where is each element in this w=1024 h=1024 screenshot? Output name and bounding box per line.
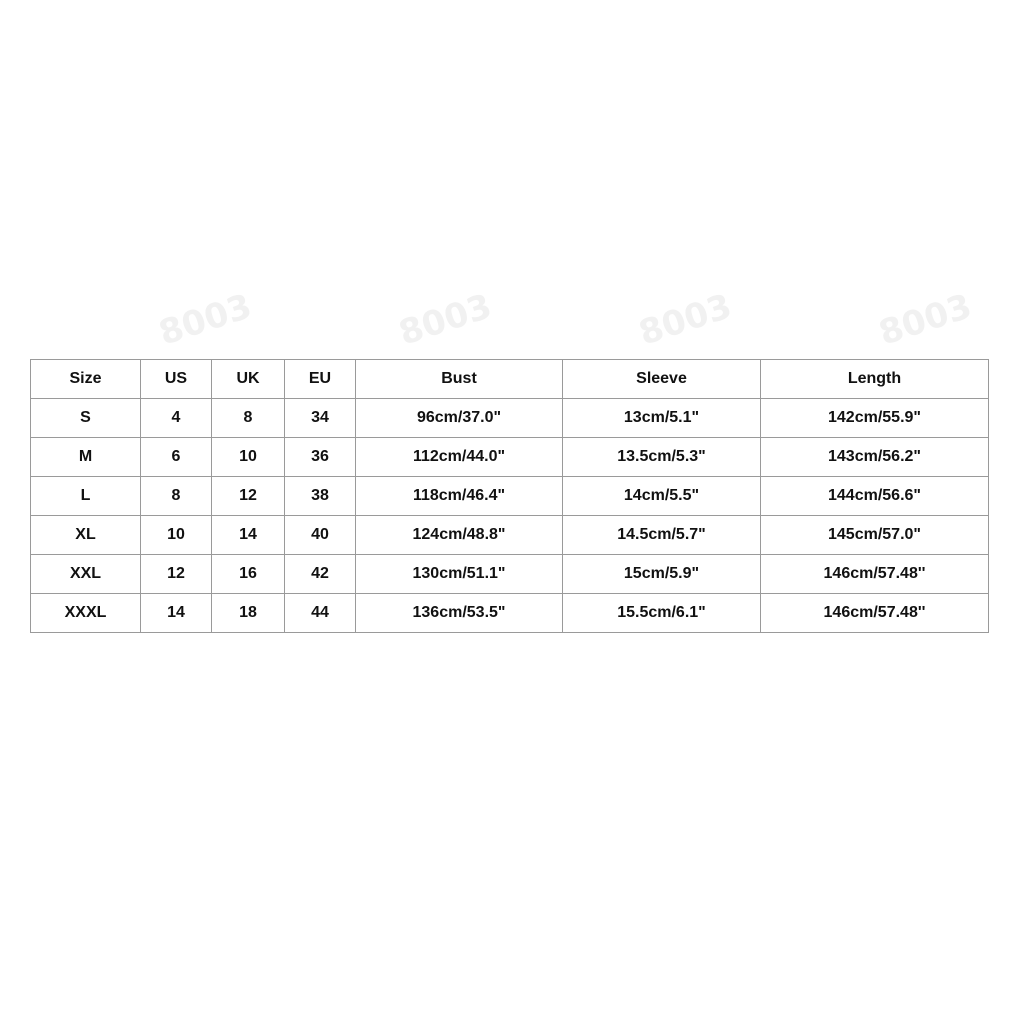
- cell-length: 143cm/56.2": [761, 438, 989, 477]
- cell-sleeve: 13.5cm/5.3": [563, 438, 761, 477]
- cell-sleeve: 15.5cm/6.1": [563, 594, 761, 633]
- table-row: [31, 594, 989, 633]
- cell-size: XXL: [31, 555, 141, 594]
- cell-uk: 10: [212, 438, 285, 477]
- cell-eu: 42: [285, 555, 356, 594]
- cell-us: 8: [141, 477, 212, 516]
- cell-eu: 34: [285, 399, 356, 438]
- cell-length: 144cm/56.6": [761, 477, 989, 516]
- table-row: [31, 477, 989, 516]
- cell-bust: 96cm/37.0": [356, 399, 563, 438]
- size-chart: [30, 359, 988, 633]
- cell-uk: 14: [212, 516, 285, 555]
- cell-sleeve: 14cm/5.5": [563, 477, 761, 516]
- watermark: 8003: [634, 286, 737, 354]
- cell-uk: 8: [212, 399, 285, 438]
- cell-size: S: [31, 399, 141, 438]
- cell-bust: 130cm/51.1": [356, 555, 563, 594]
- cell-length: 145cm/57.0": [761, 516, 989, 555]
- column-header-uk: UK: [212, 360, 285, 399]
- cell-bust: 124cm/48.8": [356, 516, 563, 555]
- cell-size: XL: [31, 516, 141, 555]
- watermark: 8003: [154, 286, 257, 354]
- cell-uk: 12: [212, 477, 285, 516]
- column-header-size: Size: [31, 360, 141, 399]
- column-header-bust: Bust: [356, 360, 563, 399]
- cell-us: 14: [141, 594, 212, 633]
- cell-size: M: [31, 438, 141, 477]
- cell-us: 6: [141, 438, 212, 477]
- table-row: [31, 516, 989, 555]
- cell-uk: 18: [212, 594, 285, 633]
- cell-us: 10: [141, 516, 212, 555]
- table-row: [31, 399, 989, 438]
- cell-eu: 36: [285, 438, 356, 477]
- cell-us: 12: [141, 555, 212, 594]
- table-row: [31, 438, 989, 477]
- cell-length: 146cm/57.48'': [761, 594, 989, 633]
- cell-sleeve: 14.5cm/5.7": [563, 516, 761, 555]
- cell-uk: 16: [212, 555, 285, 594]
- cell-length: 142cm/55.9": [761, 399, 989, 438]
- column-header-sleeve: Sleeve: [563, 360, 761, 399]
- column-header-eu: EU: [285, 360, 356, 399]
- cell-length: 146cm/57.48'': [761, 555, 989, 594]
- cell-eu: 38: [285, 477, 356, 516]
- table-row: [31, 555, 989, 594]
- cell-us: 4: [141, 399, 212, 438]
- cell-sleeve: 13cm/5.1": [563, 399, 761, 438]
- cell-size: L: [31, 477, 141, 516]
- watermark: 8003: [874, 286, 977, 354]
- cell-eu: 44: [285, 594, 356, 633]
- column-header-us: US: [141, 360, 212, 399]
- cell-sleeve: 15cm/5.9": [563, 555, 761, 594]
- cell-size: XXXL: [31, 594, 141, 633]
- watermark: 8003: [394, 286, 497, 354]
- cell-bust: 118cm/46.4": [356, 477, 563, 516]
- cell-bust: 136cm/53.5": [356, 594, 563, 633]
- size-table: [30, 359, 989, 633]
- column-header-length: Length: [761, 360, 989, 399]
- table-header-row: [31, 360, 989, 399]
- cell-bust: 112cm/44.0": [356, 438, 563, 477]
- cell-eu: 40: [285, 516, 356, 555]
